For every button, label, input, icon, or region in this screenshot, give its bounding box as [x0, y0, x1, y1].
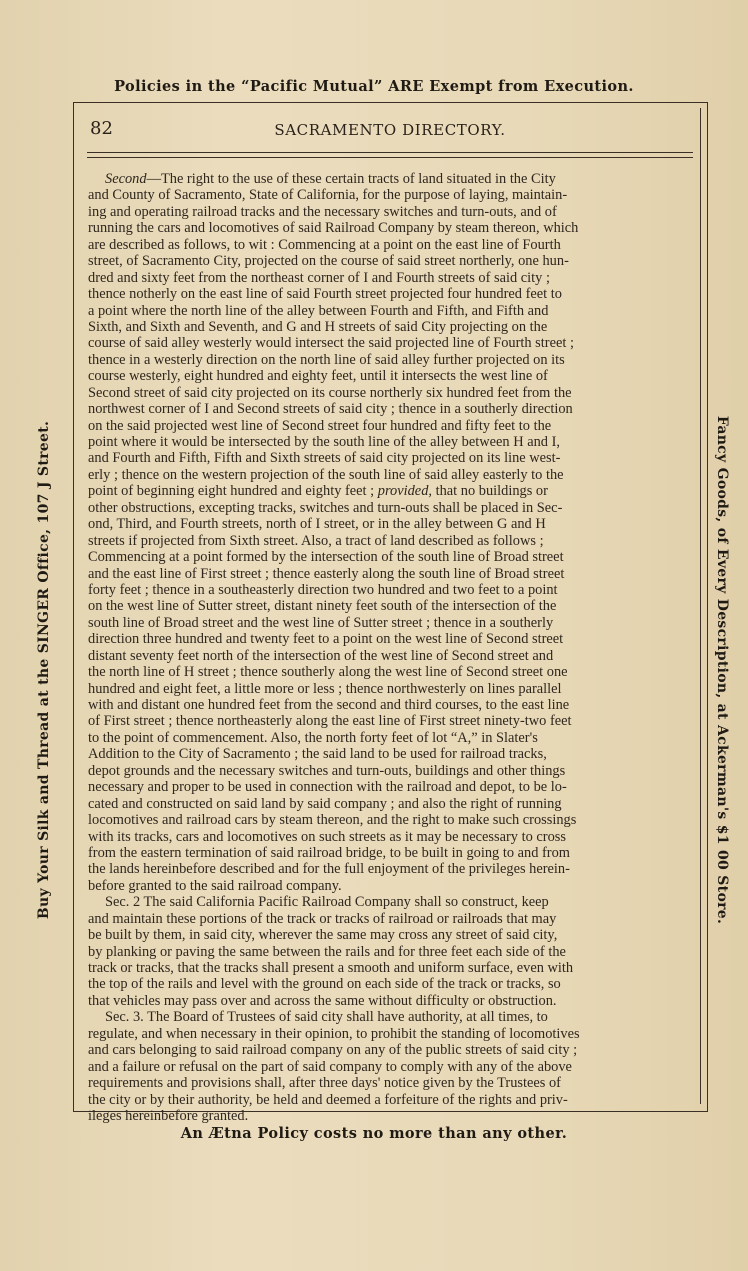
text-line	[88, 763, 718, 779]
line-text: point where it would be intersected by the south line of the alley between H and I,	[88, 434, 560, 450]
line-text: with and distant one hundred feet from the second and third courses, to the east line	[88, 697, 570, 713]
text-line	[88, 615, 718, 631]
line-text: Addition to the City of Sacramento ; the said land to be used for railroad tracks,	[88, 746, 547, 763]
header-rule	[87, 152, 693, 153]
text-line	[88, 401, 718, 417]
line-text: of First street ; thence northeasterly along the east line of First street ninety-two feet	[88, 713, 572, 730]
line-text: dred and sixty feet from the northeast corner of I and Fourth streets of said city ;	[88, 269, 550, 286]
text-line	[88, 385, 718, 401]
text-line	[88, 187, 718, 203]
header-rule-double	[87, 157, 693, 158]
line-tail: that no buildings or	[431, 483, 548, 500]
text-line	[88, 500, 718, 516]
line-text: are described as follows, to wit : Commencing at a point on the east line of Fourth	[88, 236, 561, 253]
text-line	[88, 664, 718, 680]
line-text: Sec. 2 The said California Pacific Railroad Company shall so construct, keep	[105, 894, 549, 911]
text-line	[88, 976, 718, 992]
text-line	[88, 829, 718, 845]
line-text: and a failure or refusal on the part of said company to comply with any of the above	[88, 1058, 572, 1075]
line-text: ond, Third, and Fourth streets, north of I street, or in the alley between G and H	[88, 516, 546, 533]
line-text: course of said alley westerly would intersect the said projected line of Fourth street ;	[88, 335, 574, 352]
text-line	[88, 1092, 718, 1108]
line-text: be built by them, in said city, wherever the same may cross any street of said city,	[88, 927, 558, 944]
line-text: other obstructions, excepting tracks, switches and turn-outs shall be placed in Sec-	[88, 499, 563, 516]
text-line	[88, 1042, 718, 1058]
italic-lead: Second	[105, 171, 147, 187]
text-line	[88, 286, 718, 302]
line-text: that vehicles may pass over and across the same without difficulty or obstruction.	[88, 992, 557, 1009]
text-line	[88, 779, 718, 795]
running-head: SACRAMENTO DIRECTORY.	[274, 121, 506, 139]
line-text: distant seventy feet north of the intersection of the west line of Second street and	[88, 647, 554, 664]
line-text: the lands hereinbefore described and for the full enjoyment of the privileges herein-	[88, 861, 570, 878]
left-margin-advertisement	[29, 320, 59, 1020]
text-line	[88, 220, 718, 236]
left-advertisement-text: Buy Your Silk and Thread at the SINGER Office, 107 J Street.	[36, 420, 53, 920]
line-text: the city or by their authority, be held and deemed a forfeiture of the rights and priv-	[88, 1091, 568, 1108]
text-line	[88, 861, 718, 877]
line-text: to the point of commencement. Also, the north forty feet of lot “A,” in Slater's	[88, 729, 538, 746]
text-line	[88, 1009, 718, 1025]
line-text: streets if projected from Sixth street. Also, a tract of land described as follows ;	[88, 532, 544, 549]
text-line	[88, 648, 718, 664]
text-line	[88, 927, 718, 943]
text-line	[88, 598, 718, 614]
top-advertisement: Policies in the “Pacific Mutual” ARE Exempt from Execution.	[114, 78, 634, 95]
text-line	[88, 483, 718, 499]
text-line	[88, 681, 718, 697]
text-line	[88, 270, 718, 286]
line-text: —The right to the use of these certain tracts of land situated in the City	[146, 171, 556, 187]
line-text: course westerly, eight hundred and eighty feet, until it intersects the west line of	[88, 368, 548, 385]
text-line	[88, 796, 718, 812]
line-text: thence in a westerly direction on the north line of said alley further projected on its	[88, 351, 565, 368]
text-line	[88, 549, 718, 565]
text-line	[88, 418, 718, 434]
line-text: erly ; thence on the western projection of the south line of said alley easterly to the	[88, 466, 564, 483]
bottom-advertisement: An Ætna Policy costs no more than any other.	[180, 1125, 568, 1142]
line-text: and cars belonging to said railroad company on any of the public streets of said city ;	[88, 1042, 578, 1059]
text-line	[88, 911, 718, 927]
line-text: and the east line of First street ; thence easterly along the south line of Broad street	[88, 565, 565, 582]
line-text: running the cars and locomotives of said Railroad Company by steam thereon, which	[88, 220, 579, 237]
right-advertisement-text: Fancy Goods, of Every Description, at Ackerman's $1 00 Store.	[714, 415, 730, 925]
line-text: point of beginning eight hundred and eighty feet ;	[88, 483, 375, 500]
line-text: northwest corner of I and Second streets of said city ; thence in a southerly direction	[88, 401, 573, 418]
line-text: on the west line of Sutter street, distant ninety feet south of the intersection of the	[88, 598, 557, 615]
text-line	[88, 204, 718, 220]
line-text: regulate, and when necessary in their opinion, to prohibit the standing of locomotives	[88, 1025, 580, 1042]
line-text: street, of Sacramento City, projected on the course of said street northerly, one hun-	[88, 253, 569, 270]
text-line	[88, 944, 718, 960]
text-line	[88, 450, 718, 466]
line-text: and maintain these portions of the track or tracks of railroad or railroads that may	[88, 910, 557, 927]
line-text: thence notherly on the east line of said Fourth street projected four hundred feet to	[88, 286, 562, 303]
text-line	[88, 713, 718, 729]
text-line	[88, 993, 718, 1009]
text-line	[88, 335, 718, 351]
line-text: Commencing at a point formed by the intersection of the south line of Broad street	[88, 549, 564, 566]
text-line	[88, 368, 718, 384]
text-line	[88, 237, 718, 253]
text-line	[88, 253, 718, 269]
line-text: Second street of said city projected on its course northerly six hundred feet from the	[88, 384, 572, 401]
text-line	[88, 1059, 718, 1075]
italic-word: provided,	[377, 483, 432, 500]
line-text: requirements and provisions shall, after three days' notice given by the Trustees of	[88, 1075, 561, 1092]
line-text: and County of Sacramento, State of California, for the purpose of laying, maintain-	[88, 187, 568, 204]
text-line	[88, 467, 718, 483]
text-line	[88, 1026, 718, 1042]
text-line	[88, 812, 718, 828]
text-line	[88, 319, 718, 335]
line-text: direction three hundred and twenty feet to a point on the west line of Second street	[88, 631, 564, 648]
line-text: by planking or paving the same between the rails and for three feet each side of the	[88, 943, 566, 960]
text-line	[88, 582, 718, 598]
line-text: track or tracks, that the tracks shall present a smooth and uniform surface, even with	[88, 960, 574, 976]
line-text: with its tracks, cars and locomotives on such streets as it may be necessary to cross	[88, 828, 566, 845]
line-text: on the said projected west line of Second street four hundred and fifty feet to the	[88, 417, 552, 434]
line-text: depot grounds and the necessary switches and turn-outs, buildings and other things	[88, 762, 566, 779]
line-text: Sec. 3. The Board of Trustees of said city shall have authority, at all times, to	[105, 1009, 548, 1026]
line-text: before granted to the said railroad company.	[88, 877, 342, 894]
line-text: hundred and eight feet, a little more or less ; thence northwesterly on lines parallel	[88, 680, 562, 697]
text-line	[88, 697, 718, 713]
line-text: and Fourth and Fifth, Fifth and Sixth streets of said city projected on its line west-	[88, 450, 561, 467]
text-line	[88, 171, 718, 187]
text-line	[88, 533, 718, 549]
line-text: Sixth, and Sixth and Seventh, and G and H streets of said City projecting on the	[88, 318, 548, 335]
page-number: 82	[90, 118, 113, 139]
body-text	[88, 171, 718, 1124]
line-text: ileges hereinbefore granted.	[88, 1107, 249, 1124]
line-text: cated and constructed on said land by said company ; and also the right of running	[88, 795, 562, 812]
line-text: the north line of H street ; thence southerly along the west line of Second street one	[88, 664, 568, 681]
text-line	[88, 845, 718, 861]
text-line	[88, 1108, 718, 1124]
text-line	[88, 730, 718, 746]
line-text: the top of the rails and level with the ground on each side of the track or tracks, so	[88, 976, 561, 993]
line-text: locomotives and railroad cars by steam thereon, and the right to make such crossings	[88, 812, 577, 829]
text-line	[88, 352, 718, 368]
text-line	[88, 303, 718, 319]
text-line	[88, 631, 718, 647]
line-text: necessary and proper to be used in connection with the railroad and depot, to be lo-	[88, 779, 567, 796]
text-line	[88, 894, 718, 910]
line-text: a point where the north line of the alley between Fourth and Fifth, and Fifth and	[88, 302, 549, 319]
text-line	[88, 1075, 718, 1091]
text-line	[88, 566, 718, 582]
text-line	[88, 746, 718, 762]
line-text: from the eastern termination of said railroad bridge, to be built in going to and from	[88, 844, 570, 861]
page-header	[90, 118, 690, 144]
text-line	[88, 878, 718, 894]
text-line	[88, 516, 718, 532]
line-text: ing and operating railroad tracks and the necessary switches and turn-outs, and of	[88, 203, 557, 220]
line-text: south line of Broad street and the west line of Sutter street ; thence in a southerly	[88, 614, 554, 631]
text-line	[88, 434, 718, 450]
text-line	[88, 960, 718, 976]
line-text: forty feet ; thence in a southeasterly direction two hundred and two feet to a point	[88, 581, 558, 598]
